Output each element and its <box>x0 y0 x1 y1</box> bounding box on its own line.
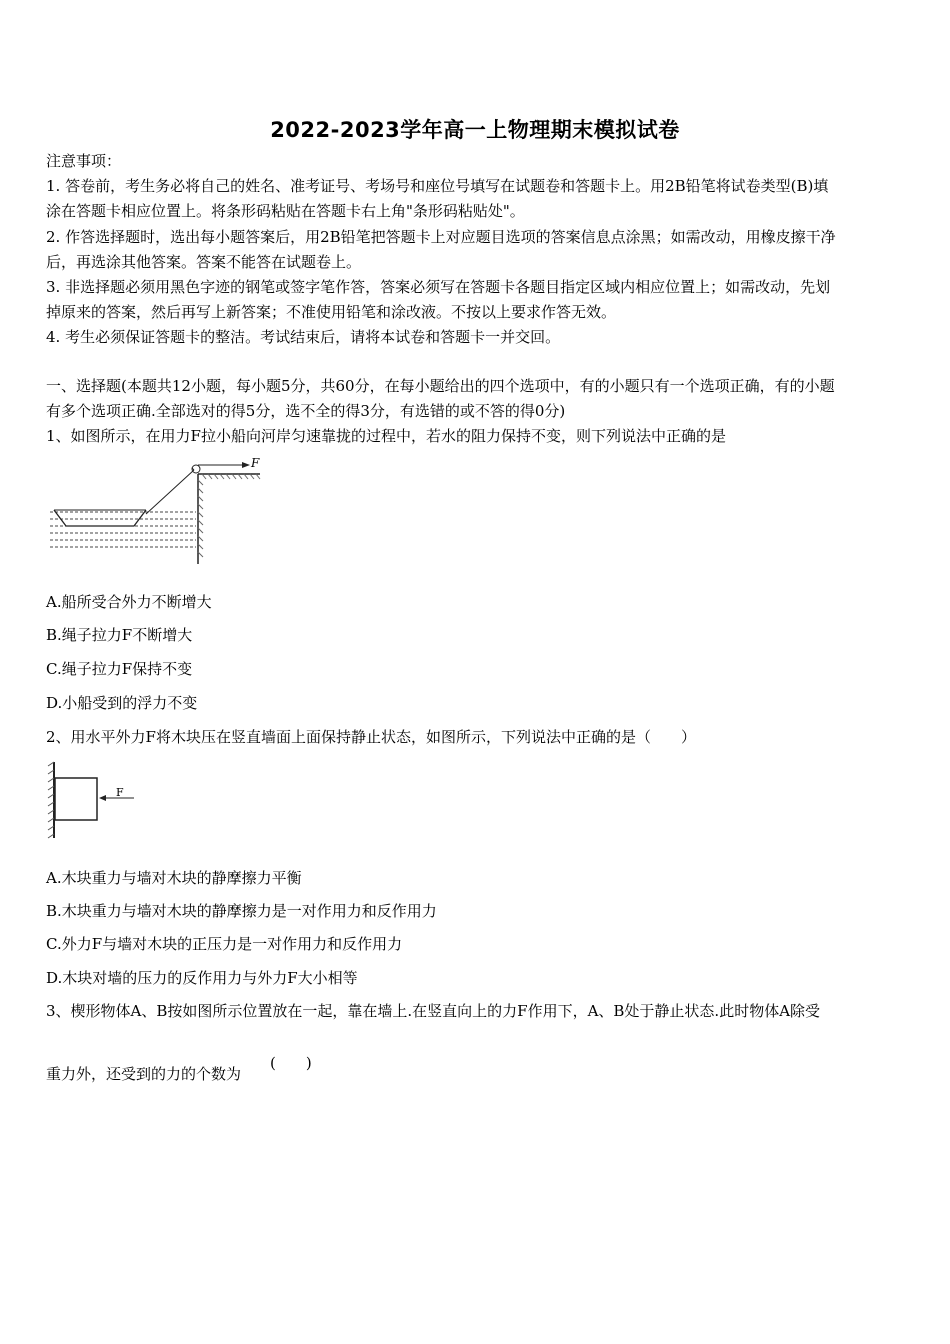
option-c: C.外力F与墙对木块的正压力是一对作用力和反作用力 <box>46 935 403 953</box>
option-a: A.船所受合外力不断增大 <box>46 593 212 611</box>
notice-line: 3. 非选择题必须用黑色字迹的钢笔或签字笔作答，答案必须写在答题卡各题目指定区域内相应位置上；如需改动，先划 <box>46 278 831 296</box>
question-3-stem: 3、楔形物体A、B按如图所示位置放在一起，靠在墙上.在竖直向上的力F作用下，A、B处于静止状态.此时物体A除受 <box>46 1002 821 1020</box>
option-b: B.绳子拉力F不断增大 <box>46 626 193 644</box>
force-label: F <box>251 456 260 470</box>
section-instructions: 一、选择题(本题共12小题，每小题5分，共60分，在每小题给出的四个选项中，有的小题只有一个选项正确，有的小题 <box>46 377 835 395</box>
notice-line: 2. 作答选择题时，选出每小题答案后，用2B铅笔把答题卡上对应题目选项的答案信息点涂黑；如需改动，用橡皮擦干净 <box>46 228 836 246</box>
block-wall-figure <box>46 760 146 840</box>
notice-line: 后，再选涂其他答案。答案不能答在试题卷上。 <box>46 253 362 271</box>
option-b: B.木块重力与墙对木块的静摩擦力是一对作用力和反作用力 <box>46 902 437 920</box>
option-c: C.绳子拉力F保持不变 <box>46 660 193 678</box>
option-d: D.小船受到的浮力不变 <box>46 694 198 712</box>
notice-heading: 注意事项： <box>46 152 122 170</box>
section-instructions: 有多个选项正确.全部选对的得5分，选不全的得3分，有选错的或不答的得0分) <box>46 402 566 420</box>
page-title: 2022-2023学年高一上物理期末模拟试卷 <box>270 118 680 142</box>
notice-line: 1. 答卷前，考生务必将自己的姓名、准考证号、考场号和座位号填写在试题卷和答题卡上。用2B铅笔将试卷类型(B)填 <box>46 177 829 195</box>
option-a: A.木块重力与墙对木块的静摩擦力平衡 <box>46 869 302 887</box>
question-2-stem: 2、用水平外力F将木块压在竖直墙面上面保持静止状态，如图所示，下列说法中正确的是（ ） <box>46 728 696 746</box>
question-3-stem-cont: 重力外，还受到的力的个数为 <box>46 1065 242 1083</box>
boat-rope-figure <box>46 452 266 570</box>
notice-line: 涂在答题卡相应位置上。将条形码粘贴在答题卡右上角"条形码粘贴处"。 <box>46 202 525 220</box>
option-d: D.木块对墙的压力的反作用力与外力F大小相等 <box>46 969 358 987</box>
force-label: F <box>116 786 124 799</box>
answer-paren: ( ) <box>270 1054 312 1072</box>
notice-line: 掉原来的答案，然后再写上新答案；不准使用铅笔和涂改液。不按以上要求作答无效。 <box>46 303 617 321</box>
question-1-stem: 1、如图所示，在用力F拉小船向河岸匀速靠拢的过程中，若水的阻力保持不变，则下列说法中正确的是 <box>46 427 726 445</box>
notice-line: 4. 考生必须保证答题卡的整洁。考试结束后，请将本试卷和答题卡一并交回。 <box>46 328 561 346</box>
